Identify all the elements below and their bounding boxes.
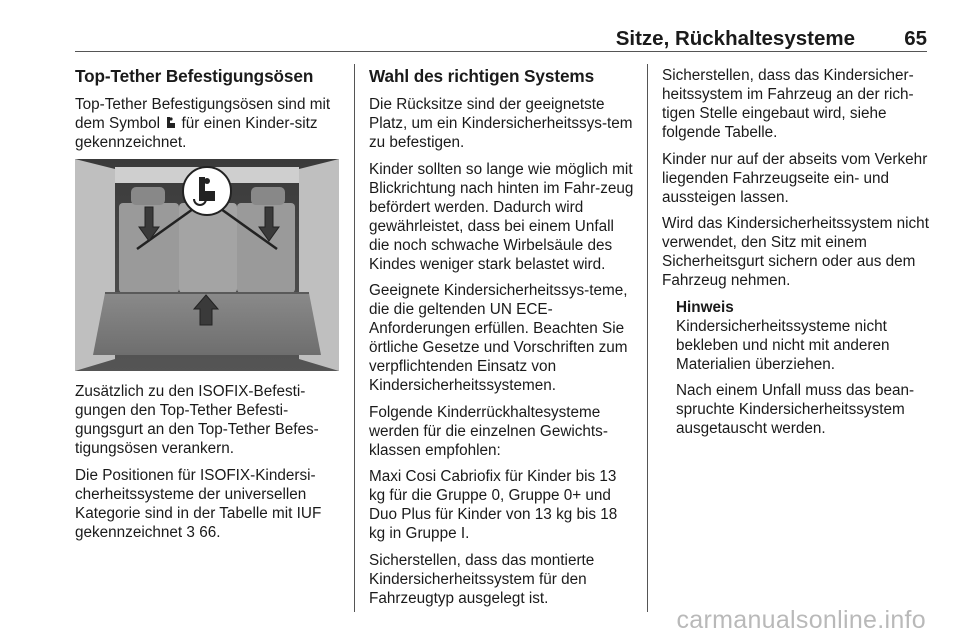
column-2: [369, 66, 634, 615]
top-tether-anchor-icon: [164, 115, 177, 128]
watermark: carmanualsonline.info: [676, 606, 926, 634]
note-paragraph: Nach einem Unfall muss das bean-spruchte Kindersicherheitssystem ausgetauscht werden.: [676, 382, 915, 437]
column-1: [75, 66, 347, 160]
header-divider: [75, 51, 927, 52]
section-heading: Wahl des richtigen Systems: [369, 66, 595, 86]
page-header: [75, 24, 927, 50]
paragraph: [75, 466, 347, 542]
text: Die Positionen für ISOFIX-Kindersi-cherheitssysteme der universellen Kategorie sind in der Tabelle mit IUF gekennzeichnet: [75, 466, 322, 541]
paragraph: Geeignete Kindersicherheitssys-teme, die die geltenden UN ECE-Anforderungen erfüllen. Beachten Sie örtliche Gesetze und Vorschriften zum verpflichtenden Einsatz von Kindersicherheitssystemen.: [369, 282, 628, 394]
text: Top-Tether Befestigungsösen sind mit dem Symbol: [75, 96, 331, 132]
section-heading: Top-Tether Befestigungsösen: [75, 66, 314, 86]
column-divider: [354, 64, 355, 612]
column-divider: [647, 64, 648, 612]
note-paragraph: Kindersicherheitssysteme nicht bekleben und nicht mit anderen Materialien überziehen.: [676, 317, 890, 373]
cargo-area-photo: [75, 159, 339, 371]
note-title: Hinweis: [676, 298, 734, 316]
paragraph: [75, 95, 347, 152]
paragraph: Sicherstellen, dass das Kindersicher-heitssystem im Fahrzeug an der rich-tigen Stelle eingebaut wird, siehe folgende Tabelle.: [662, 67, 914, 141]
page-number: 65: [904, 27, 927, 50]
note-box: [676, 298, 932, 439]
column-1-lower: [75, 382, 347, 549]
text: für einen Kinder-sitz gekennzeichnet.: [75, 115, 318, 151]
cross-reference-link[interactable]: 3 66.: [186, 523, 221, 541]
paragraph: Wird das Kindersicherheitssystem nicht verwendet, den Sitz mit einem Sicherheitsgurt sichern oder aus dem Fahrzeug nehmen.: [662, 215, 929, 289]
paragraph: Zusätzlich zu den ISOFIX-Befesti-gungen den Top-Tether Befesti-gungsgurt an den Top-Tether Befes-tigungsösen verankern.: [75, 383, 319, 457]
paragraph: Folgende Kinderrückhaltesysteme werden für die einzelnen Gewichts-klassen empfohlen:: [369, 403, 608, 459]
paragraph: Die Rücksitze sind der geeignetste Platz, um ein Kindersicherheitssys-tem zu befestigen.: [369, 96, 633, 151]
paragraph: Kinder nur auf der abseits vom Verkehr liegenden Fahrzeugseite ein- und aussteigen lassen.: [662, 150, 928, 206]
paragraph: Sicherstellen, dass das montierte Kindersicherheitssystem für den Fahrzeugtyp ausgelegt ist.: [369, 551, 595, 607]
chapter-title: Sitze, Rückhaltesysteme: [615, 27, 855, 50]
paragraph: Kinder sollten so lange wie möglich mit Blickrichtung nach hinten im Fahr-zeug befördert werden. Dadurch wird gewährleistet, dass bei einem Unfall die noch schwache Wirbelsäule des Kindes weniger stark belastet wird.: [369, 160, 634, 273]
paragraph: Maxi Cosi Cabriofix für Kinder bis 13 kg für die Gruppe 0, Gruppe 0+ und Duo Plus für Kinder von 13 kg bis 18 kg in Gruppe I.: [369, 468, 618, 542]
column-3: [662, 66, 932, 446]
reference-arrow-icon: 3: [186, 523, 195, 541]
